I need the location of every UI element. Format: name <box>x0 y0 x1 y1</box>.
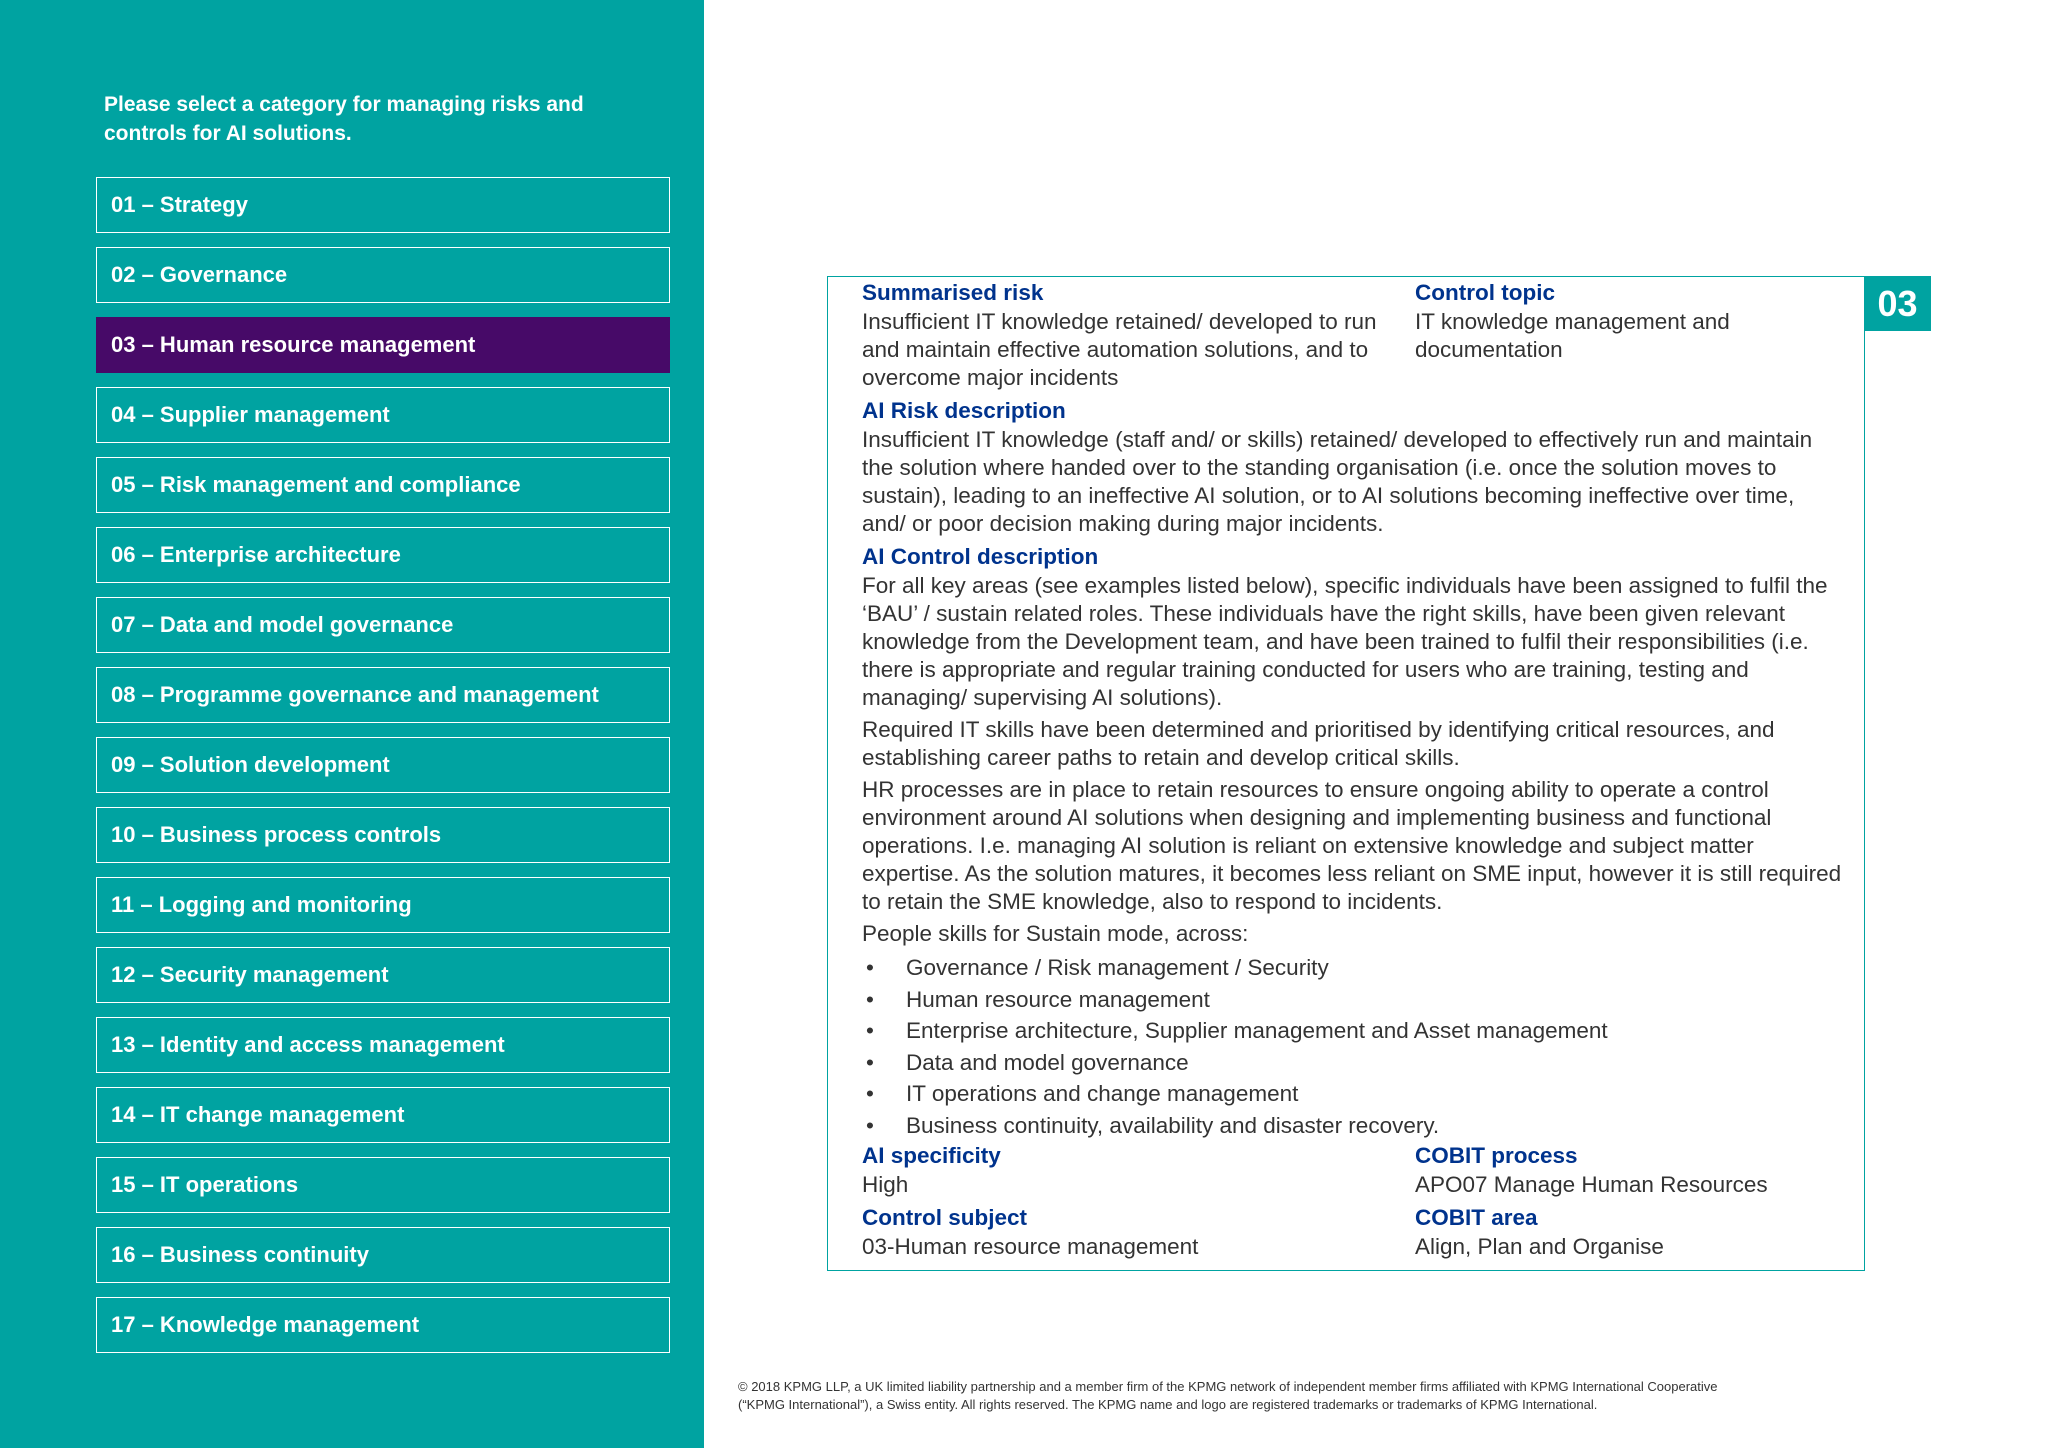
list-item <box>862 1110 1842 1142</box>
category-item-business-process-controls[interactable]: 10 – Business process controls <box>96 807 670 863</box>
summarised-risk-block <box>862 278 1415 396</box>
category-item-business-continuity[interactable]: 16 – Business continuity <box>96 1227 670 1283</box>
bullet-icon: • <box>866 1049 874 1075</box>
category-item-strategy[interactable]: 01 – Strategy <box>96 177 670 233</box>
control-topic-heading: Control topic <box>1415 280 1555 305</box>
category-item-governance[interactable]: 02 – Governance <box>96 247 670 303</box>
list-item-text: IT operations and change management <box>906 1081 1299 1106</box>
category-item-risk-management-compliance[interactable]: 05 – Risk management and compliance <box>96 457 670 513</box>
ai-specificity-value: High <box>862 1172 909 1197</box>
footer-line: © 2018 KPMG LLP, a UK limited liability partnership and a member firm of the KPMG network of independent member firms affiliated with KPMG International Cooperative <box>738 1379 1718 1394</box>
ai-risk-heading: AI Risk description <box>862 398 1066 423</box>
list-item-text: Governance / Risk management / Security <box>906 955 1329 980</box>
category-item-enterprise-architecture[interactable]: 06 – Enterprise architecture <box>96 527 670 583</box>
cobit-process-block <box>1415 1141 1835 1203</box>
cobit-process-value: APO07 Manage Human Resources <box>1415 1172 1768 1197</box>
ai-specificity-block <box>862 1141 1415 1203</box>
specificity-cobit-row <box>862 1141 1842 1203</box>
ai-control-paragraph: People skills for Sustain mode, across: <box>862 921 1249 946</box>
sidebar-intro: Please select a category for managing risks and controls for AI solutions. <box>104 93 584 145</box>
list-item <box>862 1015 1842 1047</box>
control-card-content <box>862 278 1842 1265</box>
footer-line: (“KPMG International”), a Swiss entity. All rights reserved. The KPMG name and logo are registered trademarks or trademarks of KPMG International. <box>738 1397 1598 1412</box>
bullet-icon: • <box>866 1112 874 1138</box>
ai-control-paragraph: For all key areas (see examples listed below), specific individuals have been assigned to fulfil the ‘BAU’ / sustain related roles. These individuals have the right skills, have been given relevant knowledge from the Development team, and have been trained to fulfil their responsibilities (i.e. there is appropriate and regular training conducted for users who are training, testing and managing/ supervising AI solutions). <box>862 573 1828 710</box>
category-item-supplier-management[interactable]: 04 – Supplier management <box>96 387 670 443</box>
category-sidebar <box>0 0 704 1448</box>
control-subject-heading: Control subject <box>862 1205 1028 1230</box>
list-item <box>862 1078 1842 1110</box>
control-subject-block <box>862 1203 1415 1265</box>
bullet-icon: • <box>866 1018 874 1043</box>
ai-control-paragraph: HR processes are in place to retain resources to ensure ongoing ability to operate a control environment around AI solutions when designing and implementing business and functional operations. I.e. managing AI solution is reliant on extensive knowledge and subject matter expertise. As the solution matures, it becomes less reliant on SME input, however it is still required to retain the SME knowledge, also to respond to incidents. <box>862 777 1842 914</box>
ai-control-paragraph: Required IT skills have been determined and prioritised by identifying critical resources, and establishing career paths to retain and develop critical skills. <box>862 717 1775 770</box>
card-number-tab: 03 <box>1864 276 1931 331</box>
list-item <box>862 952 1842 984</box>
copyright-footer <box>738 1378 1918 1414</box>
list-item-text: Data and model governance <box>906 1049 1189 1075</box>
bullet-icon: • <box>866 955 874 980</box>
category-item-solution-development[interactable]: 09 – Solution development <box>96 737 670 793</box>
skills-list <box>862 952 1842 1141</box>
ai-control-heading: AI Control description <box>862 544 1099 569</box>
ai-risk-text: Insufficient IT knowledge (staff and/ or skills) retained/ developed to effectively run and maintain the solution where handed over to the standing organisation (i.e. once the solution moves to sustain), leading to an ineffective AI solution, or to AI solutions becoming ineffective over time, and/ or poor decision making during major incidents. <box>862 427 1813 536</box>
subject-area-row <box>862 1203 1842 1265</box>
category-item-logging-monitoring[interactable]: 11 – Logging and monitoring <box>96 877 670 933</box>
cobit-area-heading: COBIT area <box>1415 1205 1538 1230</box>
control-topic-text: IT knowledge management and documentation <box>1415 309 1730 362</box>
list-item-text: Business continuity, availability and disaster recovery. <box>906 1112 1440 1138</box>
category-item-security-management[interactable]: 12 – Security management <box>96 947 670 1003</box>
list-item <box>862 1047 1842 1079</box>
control-subject-value: 03-Human resource management <box>862 1234 1199 1259</box>
summarised-risk-heading: Summarised risk <box>862 280 1044 305</box>
category-item-data-model-governance[interactable]: 07 – Data and model governance <box>96 597 670 653</box>
bullet-icon: • <box>866 1081 874 1106</box>
category-item-it-change-management[interactable]: 14 – IT change management <box>96 1087 670 1143</box>
control-topic-block <box>1415 278 1835 396</box>
category-item-programme-governance[interactable]: 08 – Programme governance and management <box>96 667 670 723</box>
summarised-risk-text: Insufficient IT knowledge retained/ developed to run and maintain effective automation solutions, and to overcome major incidents <box>862 309 1377 390</box>
list-item <box>862 984 1842 1016</box>
category-list <box>96 177 670 1367</box>
bullet-icon: • <box>866 986 874 1012</box>
cobit-area-value: Align, Plan and Organise <box>1415 1234 1664 1259</box>
category-item-identity-access-management[interactable]: 13 – Identity and access management <box>96 1017 670 1073</box>
list-item-text: Human resource management <box>906 986 1210 1012</box>
risk-topic-row <box>862 278 1842 396</box>
list-item-text: Enterprise architecture, Supplier management and Asset management <box>906 1018 1608 1043</box>
cobit-area-block <box>1415 1203 1835 1265</box>
category-item-it-operations[interactable]: 15 – IT operations <box>96 1157 670 1213</box>
cobit-process-heading: COBIT process <box>1415 1143 1578 1168</box>
category-item-knowledge-management[interactable]: 17 – Knowledge management <box>96 1297 670 1353</box>
ai-specificity-heading: AI specificity <box>862 1143 1001 1168</box>
category-item-human-resource-management[interactable]: 03 – Human resource management <box>96 317 670 373</box>
